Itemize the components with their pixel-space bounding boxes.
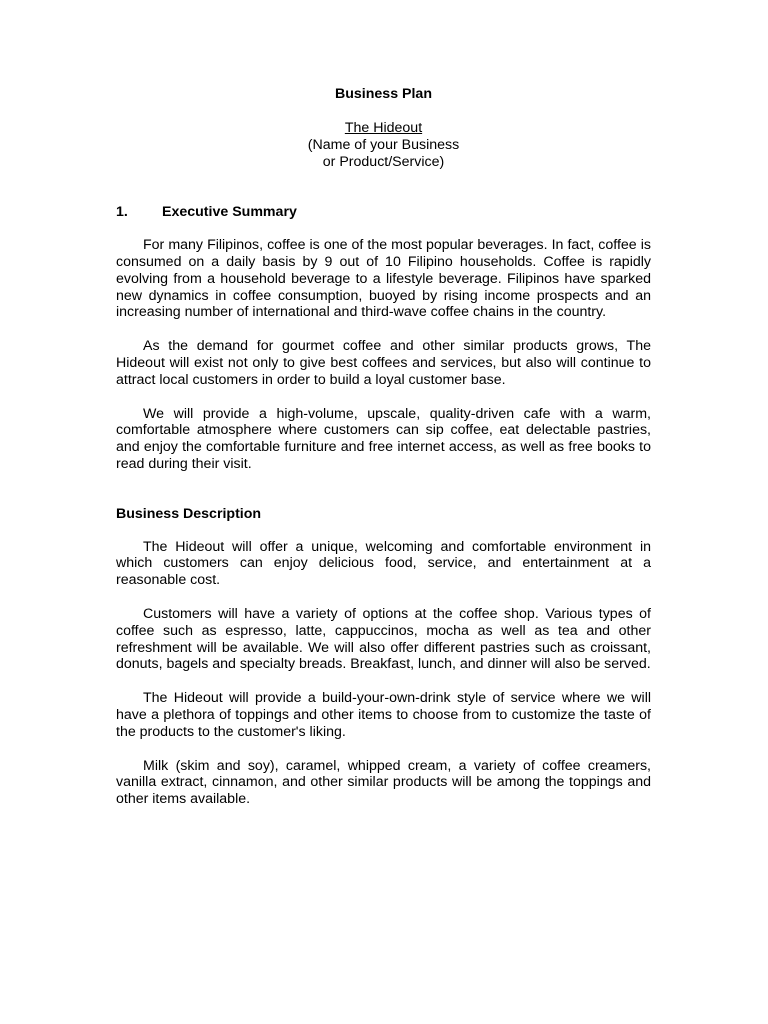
business-description-paragraph-3: The Hideout will provide a build-your-own-drink style of service where we will have a plethora of toppings and other items to choose from to customize the taste of the products to the customer's liking.: [116, 690, 651, 740]
executive-summary-paragraph-2: As the demand for gourmet coffee and other similar products grows, The Hideout will exist not only to give best coffees and services, but also will continue to attract local customers in order to build a loyal customer base.: [116, 338, 651, 388]
executive-summary-paragraph-3: We will provide a high-volume, upscale, quality-driven cafe with a warm, comfortable atmosphere where customers can sip coffee, eat delectable pastries, and enjoy the comfortable furniture and free internet access, as well as free books to read during their visit.: [116, 405, 651, 472]
section-title: Executive Summary: [162, 204, 297, 221]
business-description-paragraph-1: The Hideout will offer a unique, welcoming and comfortable environment in which customers can enjoy delicious food, service, and entertainment at a reasonable cost.: [116, 538, 651, 589]
executive-summary-heading: [116, 204, 651, 221]
business-description-paragraph-2: Customers will have a variety of options at the coffee shop. Various types of coffee such as espresso, latte, cappuccinos, mocha as well as tea and other refreshment will be available. We will also offer different pastries such as croissant, donuts, bagels and specialty breads. Breakfast, lunch, and dinner will also be served.: [116, 605, 651, 673]
business-description-paragraph-4: Milk (skim and soy), caramel, whipped cream, a variety of coffee creamers, vanilla extract, cinnamon, and other similar products will be among the toppings and other items available.: [116, 757, 651, 808]
business-name-note-line2: or Product/Service): [322, 153, 445, 170]
document-title: Business Plan: [335, 86, 432, 102]
business-name-note-line1: (Name of your Business: [307, 136, 460, 153]
section-number: 1.: [116, 204, 128, 221]
business-name-block: [116, 120, 651, 170]
business-description-heading: Business Description: [116, 505, 262, 522]
executive-summary-paragraph-1: For many Filipinos, coffee is one of the most popular beverages. In fact, coffee is consumed on a daily basis by 9 out of 10 Filipino households. Coffee is rapidly evolving from a household beverage to a lifestyle beverage. Filipinos have sparked new dynamics in coffee consumption, buoyed by rising income prospects and an increasing number of international and third-wave coffee chains in the country.: [116, 237, 651, 321]
document-page: [116, 86, 651, 808]
business-name: The Hideout: [344, 120, 423, 136]
